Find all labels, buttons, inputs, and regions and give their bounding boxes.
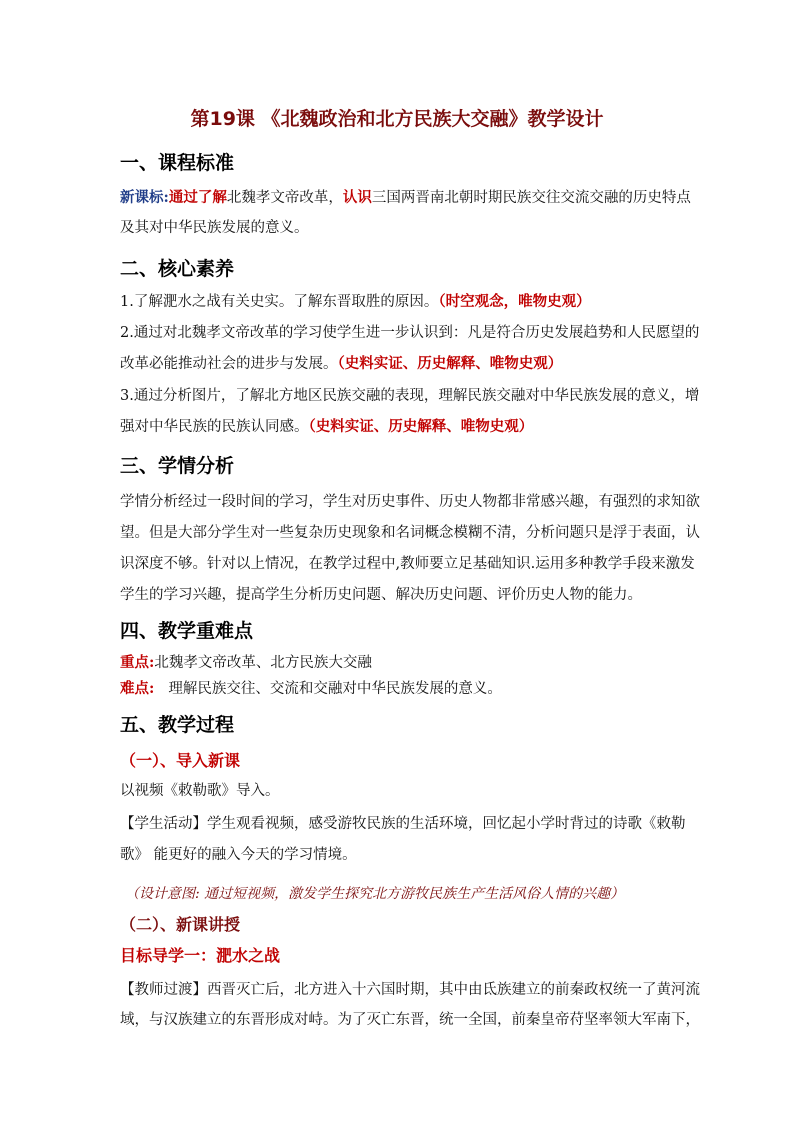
literacy-item-2-text: 改革必能推动社会的进步与发展。 [120,356,338,372]
literacy-item-3-line-1: 3.通过分析图片，了解北方地区民族交融的表现，理解民族交融对中华民族发展的意义，增 [120,388,700,404]
literacy-item-1-text: 1.了解淝水之战有关史实。了解东晋取胜的原因。 [120,294,439,310]
curriculum-label: 新课标: [120,189,169,206]
analysis-line-1: 学情分析经过一段时间的学习，学生对历史事件、历史人物都非常感兴趣，有强烈的求知欲 [120,494,700,510]
section-heading-key-points: 四、教学重难点 [120,620,254,642]
analysis-line-2: 望。但是大部分学生对一些复杂历史现象和名词概念模糊不清，分析问题只是浮于表面，认 [120,525,700,541]
section-heading-curriculum: 一、课程标准 [120,152,235,174]
literacy-item-2-line-1: 2.通过对北魏孝文帝改革的学习使学生进一步认识到：凡是符合历史发展趋势和人民愿望的 [120,325,700,341]
design-intent: （设计意图: 通过短视频，激发学生探究北方游牧民族生产生活风俗人情的兴趣） [125,886,625,902]
curriculum-text-reform: 北魏孝文帝改革， [226,190,343,206]
goal-1-heading: 目标导学一：淝水之战 [120,946,281,965]
process-part-2-heading: （二）、新课讲授 [120,915,241,934]
process-part-1-heading: （一）、导入新课 [120,751,241,770]
teacher-transition-line-1: 【教师过渡】西晋灭亡后，北方进入十六国时期，其中由氐族建立的前秦政权统一了黄河流 [120,982,700,998]
student-activity-line-2: 歌》 能更好的融入今天的学习情境。 [120,847,357,863]
difficulty-label: 难点: [120,680,155,697]
section-heading-analysis: 三、学情分析 [120,455,235,477]
literacy-item-2-line-2 [120,352,562,373]
document-title: 第19课 《北魏政治和北方民族大交融》教学设计 [190,108,604,130]
literacy-item-3-text: 强对中华民族的民族认同感。 [120,419,309,435]
analysis-line-4: 学生的学习兴趣，提高学生分析历史问题、解决历史问题、评价历史人物的能力。 [120,587,642,603]
focus-label: 重点: [120,654,155,671]
literacy-item-2-tag: （史料实证、历史解释、唯物史观） [337,355,563,372]
process-intro: 以视频《敕勒歌》导入。 [120,783,280,799]
teacher-transition-line-2: 域，与汉族建立的东晋形成对峙。为了灭亡东晋，统一全国，前秦皇帝苻坚率领大军南下， [120,1012,700,1028]
section-heading-process: 五、教学过程 [120,714,235,736]
literacy-item-3-tag: （史料实证、历史解释、唯物史观） [308,418,534,435]
literacy-item-1-tag: （时空观念，唯物史观） [438,293,591,310]
key-point-difficulty [120,677,502,698]
section-heading-literacy: 二、核心素养 [120,258,235,280]
curriculum-line-2: 及其对中华民族发展的意义。 [120,220,309,236]
curriculum-keyword-recognize: 认识 [342,189,372,206]
curriculum-text-features: 三国两晋南北朝时期民族交往交流交融的历史特点 [371,190,691,206]
literacy-item-3-line-2 [120,415,533,436]
key-point-focus [120,651,372,672]
curriculum-line-1 [120,186,691,207]
focus-text: 北魏孝文帝改革、北方民族大交融 [154,655,372,671]
curriculum-keyword-understand: 通过了解 [168,189,227,206]
student-activity-line-1: 【学生活动】学生观看视频，感受游牧民族的生活环境，回忆起小学时背过的诗歌《敕勒 [120,816,686,832]
literacy-item-1 [120,290,591,311]
difficulty-text: 理解民族交往、交流和交融对中华民族发展的意义。 [168,681,502,697]
analysis-line-3: 识深度不够。针对以上情况，在教学过程中,教师要立足基础知识.运用多种教学手段来激发 [120,556,695,572]
